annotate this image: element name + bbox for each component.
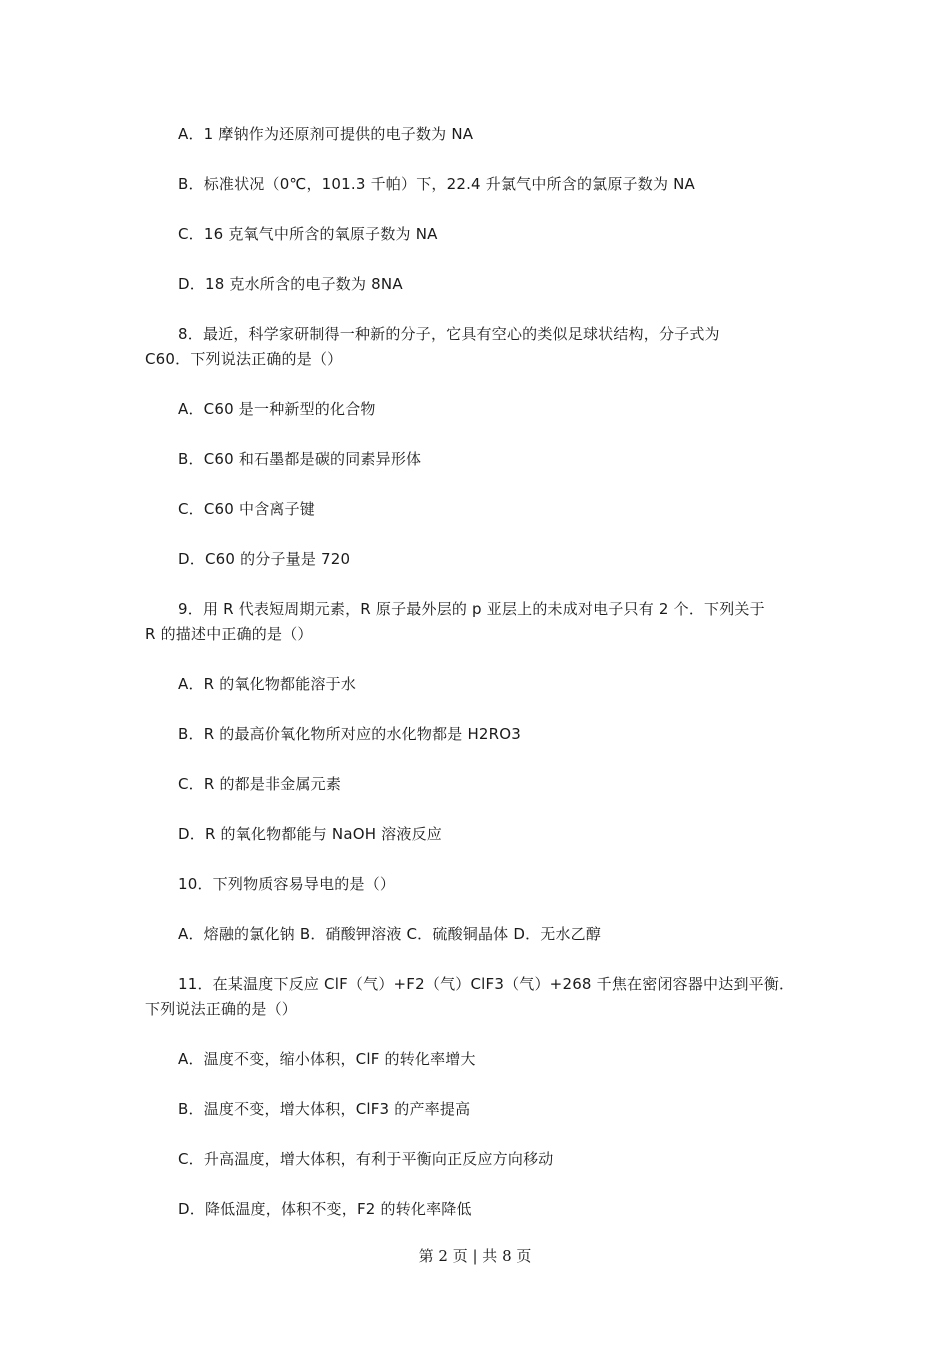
q11-option-a: A．温度不变，缩小体积，ClF 的转化率增大 xyxy=(178,1050,476,1068)
q7-option-a: A．1 摩钠作为还原剂可提供的电子数为 NA xyxy=(178,125,474,143)
q7-option-d: D．18 克水所含的电子数为 8NA xyxy=(178,275,403,293)
q10-options-line: A．熔融的氯化钠 B．硝酸钾溶液 C．硫酸铜晶体 D．无水乙醇 xyxy=(178,925,602,943)
q11-option-b: B．温度不变，增大体积，ClF3 的产率提高 xyxy=(178,1100,471,1118)
q9-stem-line2: R 的描述中正确的是（） xyxy=(145,625,313,643)
q9-option-b: B．R 的最高价氧化物所对应的水化物都是 H2RO3 xyxy=(178,725,522,743)
q11-stem-line2: 下列说法正确的是（） xyxy=(145,1000,298,1018)
q11-stem-line1: 11．在某温度下反应 ClF（气）+F2（气）ClF3（气）+268 千焦在密闭容器中达到平衡． xyxy=(178,975,795,993)
q8-stem-line2: C60．下列说法正确的是（） xyxy=(145,350,343,368)
q7-option-c: C．16 克氧气中所含的氧原子数为 NA xyxy=(178,225,438,243)
q7-option-b: B．标准状况（0℃，101.3 千帕）下，22.4 升氯气中所含的氯原子数为 NA xyxy=(178,175,696,193)
q8-stem-line1: 8．最近，科学家研制得一种新的分子，它具有空心的类似足球状结构，分子式为 xyxy=(178,325,720,343)
page-footer: 第 2 页 | 共 8 页 xyxy=(418,1247,532,1265)
q9-option-c: C．R 的都是非金属元素 xyxy=(178,775,342,793)
q9-option-d: D．R 的氧化物都能与 NaOH 溶液反应 xyxy=(178,825,442,843)
q9-option-a: A．R 的氧化物都能溶于水 xyxy=(178,675,357,693)
q8-option-b: B．C60 和石墨都是碳的同素异形体 xyxy=(178,450,422,468)
q10-stem-line1: 10．下列物质容易导电的是（） xyxy=(178,875,396,893)
q8-option-a: A．C60 是一种新型的化合物 xyxy=(178,400,376,418)
q8-option-d: D．C60 的分子量是 720 xyxy=(178,550,351,568)
q8-option-c: C．C60 中含离子键 xyxy=(178,500,316,518)
q11-option-c: C．升高温度，增大体积，有利于平衡向正反应方向移动 xyxy=(178,1150,554,1168)
q11-option-d: D．降低温度，体积不变，F2 的转化率降低 xyxy=(178,1200,472,1218)
q9-stem-line1: 9．用 R 代表短周期元素，R 原子最外层的 p 亚层上的未成对电子只有 2 个．下列关于 xyxy=(178,600,765,618)
